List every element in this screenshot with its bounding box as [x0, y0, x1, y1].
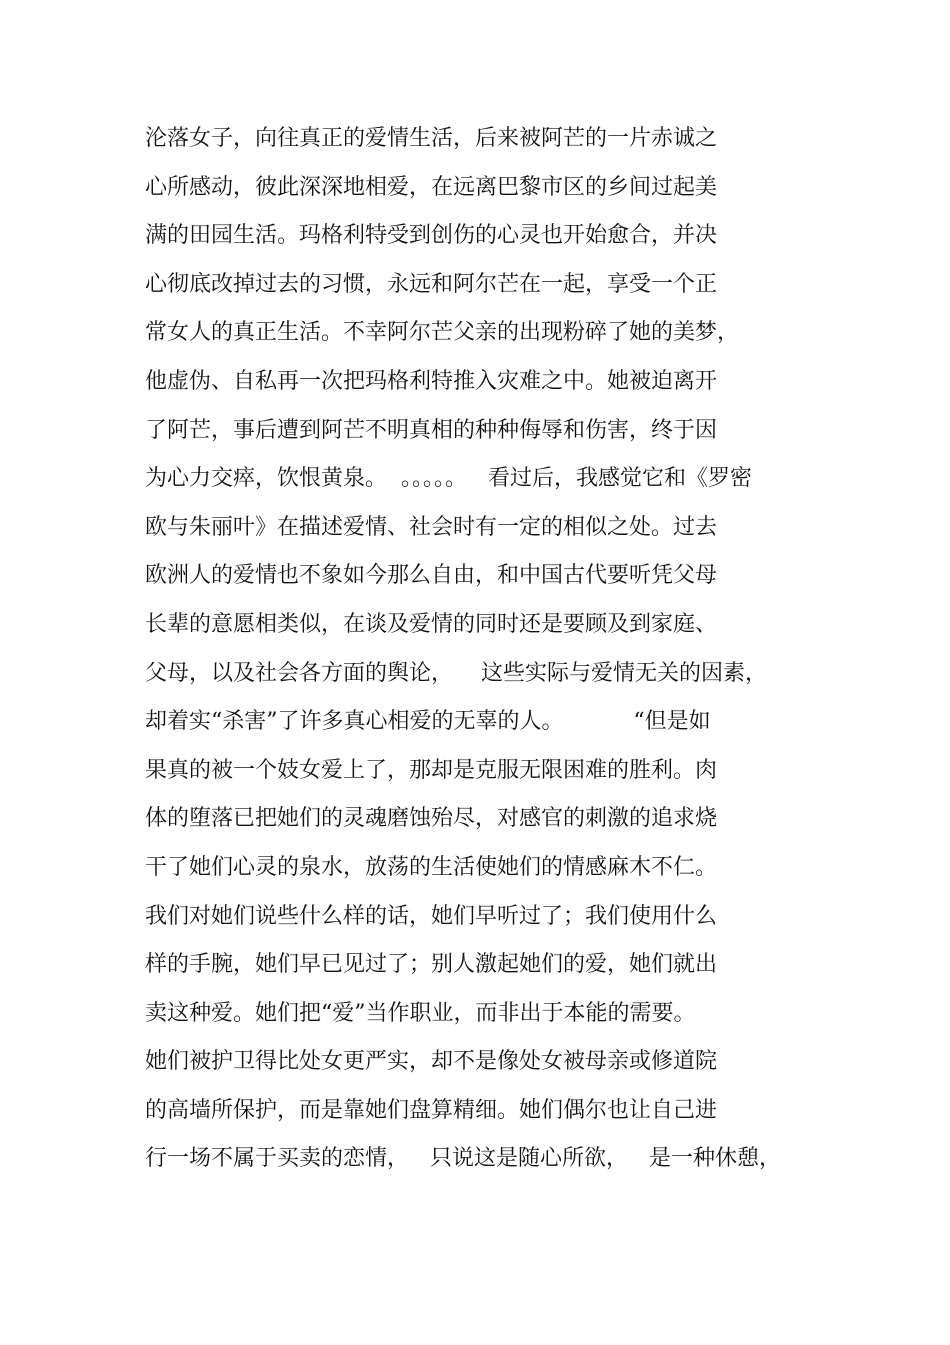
- text-line: 卖这种爱。她们把“爱”当作职业，而非出于本能的需要。: [145, 1000, 696, 1026]
- text-line: 欧与朱丽叶》在描述爱情、社会时有一定的相似之处。过去: [145, 514, 718, 540]
- text-line: 果真的被一个妓女爱上了，那却是克服无限困难的胜利。肉: [145, 757, 718, 783]
- text-line: 样的手腕，她们早已见过了；别人激起她们的爱，她们就出: [145, 952, 718, 978]
- text-line: 心彻底改掉过去的习惯，永远和阿尔芒在一起，享受一个正: [145, 271, 718, 297]
- text-line: 心所感动，彼此深深地相爱，在远离巴黎市区的乡间过起美: [145, 174, 718, 200]
- text-line: 的高墙所保护，而是靠她们盘算精细。她们偶尔也让自己进: [145, 1097, 718, 1123]
- text-line: 却着实“杀害”了许多真心相爱的无辜的人。 “但是如: [145, 709, 711, 735]
- text-line: 我们对她们说些什么样的话，她们早听过了；我们使用什么: [145, 903, 718, 929]
- text-line: 体的堕落已把她们的灵魂磨蚀殆尽，对感官的刺激的追求烧: [145, 806, 718, 832]
- text-line: 干了她们心灵的泉水，放荡的生活使她们的情感麻木不仁。: [145, 854, 718, 880]
- text-line: 父母，以及社会各方面的舆论， 这些实际与爱情无关的因素，: [145, 660, 767, 686]
- text-line: 她们被护卫得比处女更严实，却不是像处女被母亲或修道院: [145, 1049, 718, 1075]
- text-line: 欧洲人的爱情也不象如今那么自由，和中国古代要听凭父母: [145, 563, 718, 589]
- body-text: [145, 119, 865, 1188]
- text-line: 为心力交瘁，饮恨黄泉。 。。。。。 看过后，我感觉它和《罗密: [145, 466, 752, 492]
- text-line: 满的田园生活。玛格利特受到创伤的心灵也开始愈合，并决: [145, 223, 718, 249]
- text-line: 他虚伪、自私再一次把玛格利特推入灾难之中。她被迫离开: [145, 368, 718, 394]
- text-line: 行一场不属于买卖的恋情， 只说这是随心所欲， 是一种休憩，: [145, 1146, 781, 1172]
- text-line: 沦落女子，向往真正的爱情生活，后来被阿芒的一片赤诚之: [145, 126, 718, 151]
- text-line: 了阿芒，事后遭到阿芒不明真相的种种侮辱和伤害，终于因: [145, 417, 718, 443]
- text-line: 长辈的意愿相类似，在谈及爱情的同时还是要顾及到家庭、: [145, 611, 718, 637]
- text-line: 常女人的真正生活。不幸阿尔芒父亲的出现粉碎了她的美梦，: [145, 320, 740, 346]
